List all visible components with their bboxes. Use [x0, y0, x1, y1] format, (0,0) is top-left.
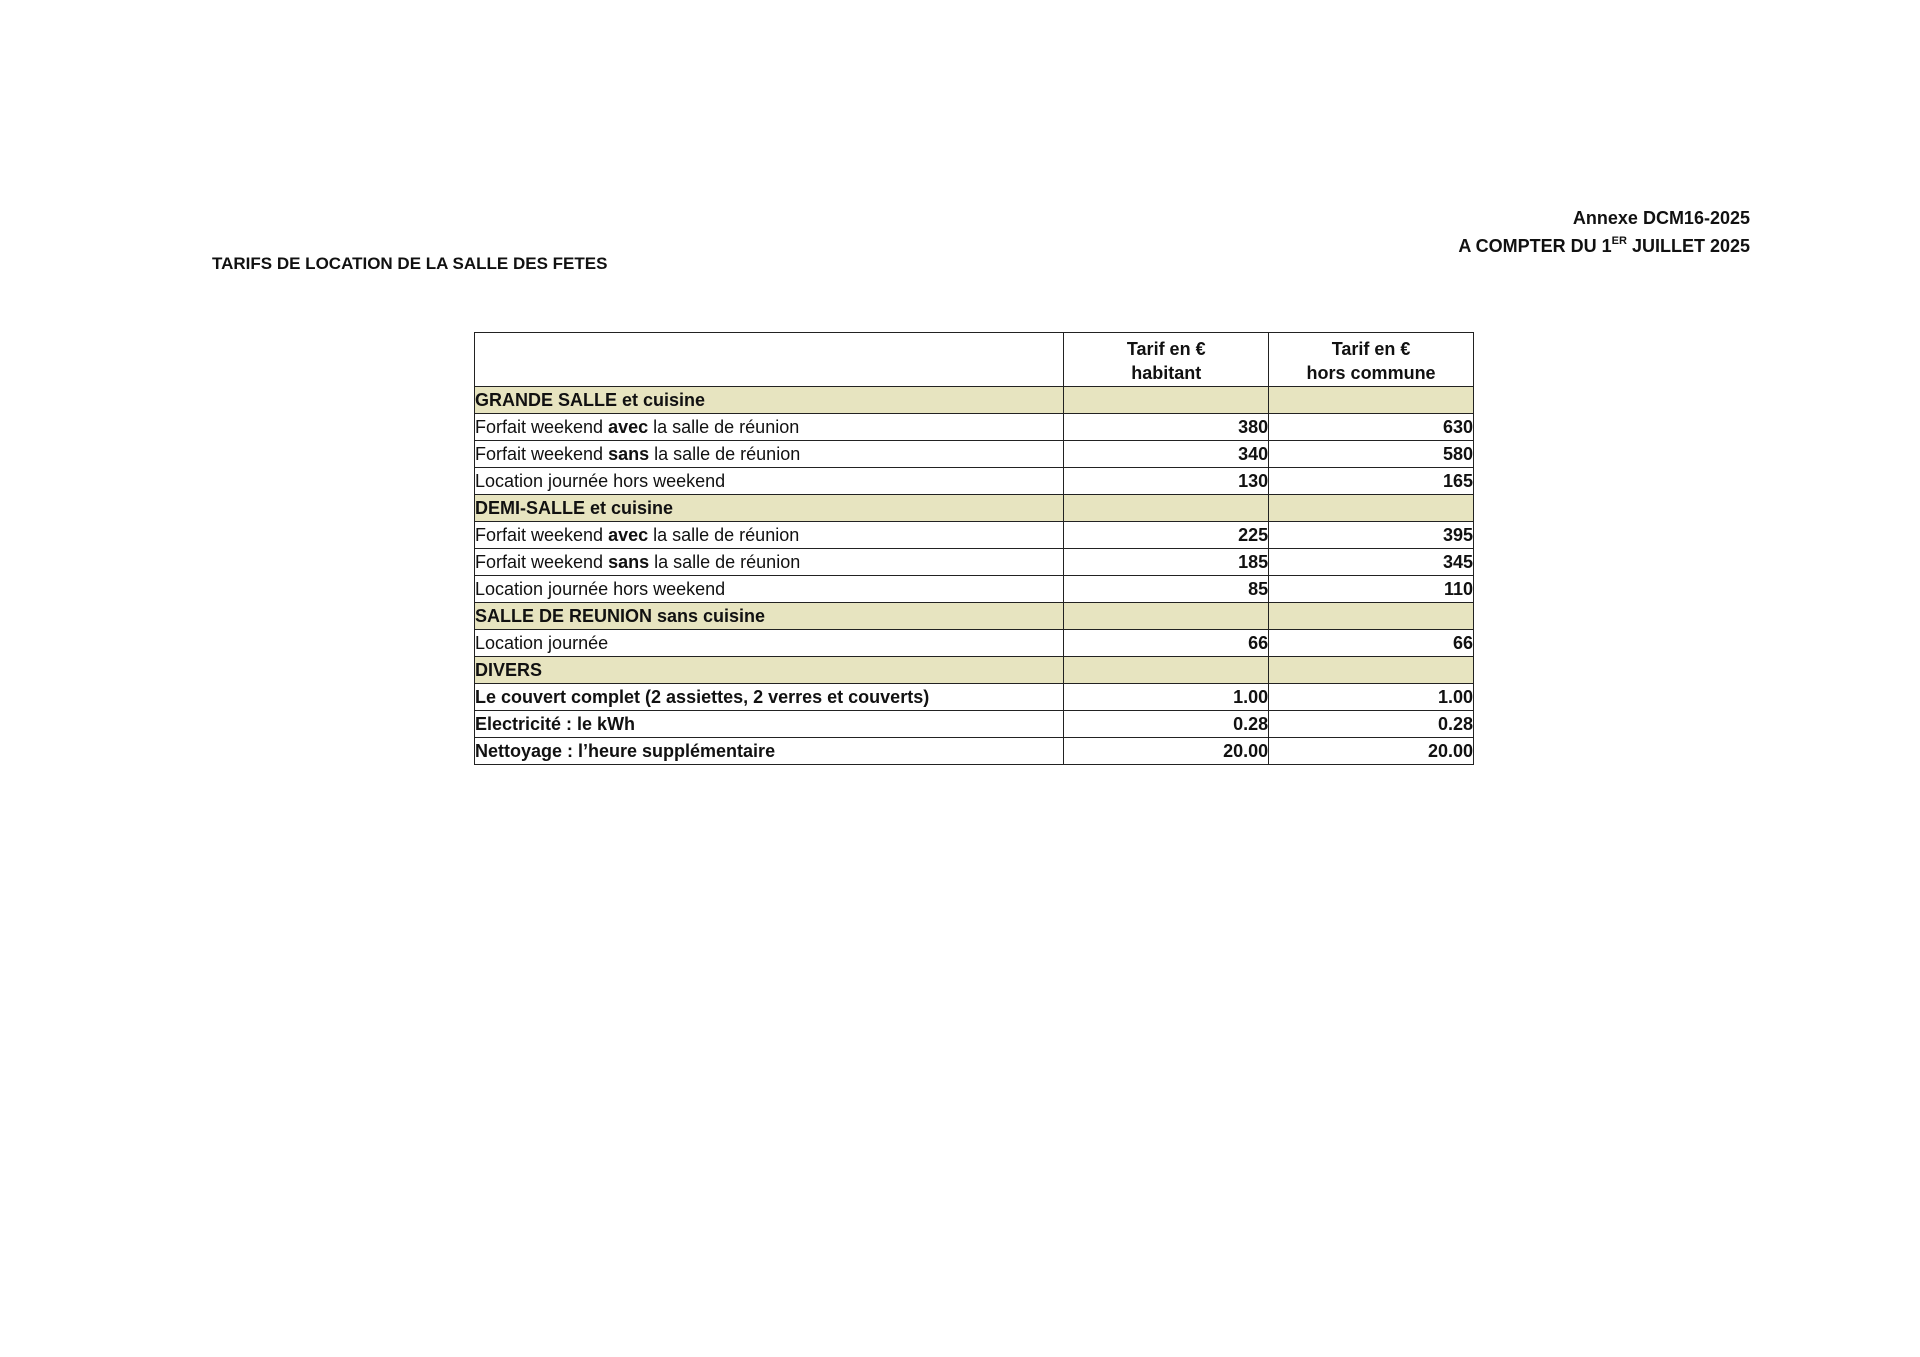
section-empty-cell	[1064, 495, 1269, 522]
column-header-habitant-line2: habitant	[1131, 363, 1202, 383]
table-row	[475, 468, 1474, 495]
section-empty-cell	[1269, 387, 1474, 414]
price-habitant: 66	[1064, 630, 1269, 657]
price-habitant: 185	[1064, 549, 1269, 576]
tarifs-table	[474, 332, 1474, 765]
price-hors-commune: 110	[1269, 576, 1474, 603]
section-empty-cell	[1064, 387, 1269, 414]
row-label-text: la salle de réunion	[649, 551, 801, 572]
table-row	[475, 684, 1474, 711]
row-label-text: la salle de réunion	[648, 524, 800, 545]
row-label: Location journée hors weekend	[475, 468, 1064, 495]
table-row	[475, 441, 1474, 468]
column-header-hors-commune-line1: Tarif en €	[1331, 339, 1411, 359]
price-hors-commune: 580	[1269, 441, 1474, 468]
section-row-grande-salle	[475, 387, 1474, 414]
row-label-emphasis: sans	[608, 443, 650, 464]
row-label: Location journée hors weekend	[475, 576, 1064, 603]
effective-date-prefix: A COMPTER DU 1	[1458, 236, 1612, 256]
price-habitant: 225	[1064, 522, 1269, 549]
section-title: DIVERS	[475, 657, 1064, 684]
effective-date	[1458, 232, 1750, 260]
annexe-reference: Annexe DCM16-2025	[1572, 208, 1750, 228]
table-row	[475, 414, 1474, 441]
row-label: Location journée	[475, 630, 1064, 657]
page-title: TARIFS DE LOCATION DE LA SALLE DES FETES	[212, 254, 608, 273]
column-header-habitant-line1: Tarif en €	[1126, 339, 1206, 359]
price-habitant: 0.28	[1064, 711, 1269, 738]
row-label-text: Forfait weekend	[475, 443, 609, 464]
price-habitant: 1.00	[1064, 684, 1269, 711]
table-row	[475, 738, 1474, 765]
section-row-divers	[475, 657, 1474, 684]
column-header-hors-commune	[1269, 333, 1474, 387]
row-label-text: Forfait weekend	[475, 551, 609, 572]
section-row-demi-salle	[475, 495, 1474, 522]
section-row-salle-reunion	[475, 603, 1474, 630]
price-habitant: 380	[1064, 414, 1269, 441]
price-habitant: 85	[1064, 576, 1269, 603]
price-hors-commune: 345	[1269, 549, 1474, 576]
section-empty-cell	[1064, 603, 1269, 630]
row-label	[475, 414, 1064, 441]
table-row	[475, 522, 1474, 549]
section-empty-cell	[1064, 657, 1269, 684]
header-empty-cell	[475, 333, 1064, 387]
price-habitant: 340	[1064, 441, 1269, 468]
price-hors-commune: 165	[1269, 468, 1474, 495]
section-title: DEMI-SALLE et cuisine	[475, 495, 1064, 522]
row-label-emphasis: avec	[608, 524, 649, 545]
table-row	[475, 576, 1474, 603]
price-hors-commune: 20.00	[1269, 738, 1474, 765]
row-label-text: Forfait weekend	[475, 416, 609, 437]
document-header	[1458, 204, 1750, 260]
row-label	[475, 549, 1064, 576]
row-label: Nettoyage : l’heure supplémentaire	[475, 738, 1064, 765]
table-row	[475, 711, 1474, 738]
column-header-hors-commune-line2: hors commune	[1306, 363, 1436, 383]
row-label: Electricité : le kWh	[475, 711, 1064, 738]
row-label: Le couvert complet (2 assiettes, 2 verres et couverts)	[475, 684, 1064, 711]
effective-date-superscript: ER	[1611, 235, 1627, 247]
price-hors-commune: 1.00	[1269, 684, 1474, 711]
price-hors-commune: 0.28	[1269, 711, 1474, 738]
section-empty-cell	[1269, 495, 1474, 522]
row-label-emphasis: avec	[608, 416, 649, 437]
row-label	[475, 522, 1064, 549]
column-header-habitant	[1064, 333, 1269, 387]
row-label-text: Forfait weekend	[475, 524, 609, 545]
price-hors-commune: 66	[1269, 630, 1474, 657]
price-hors-commune: 395	[1269, 522, 1474, 549]
row-label-text: la salle de réunion	[648, 416, 800, 437]
effective-date-suffix: JUILLET 2025	[1626, 236, 1750, 256]
section-empty-cell	[1269, 657, 1474, 684]
section-title: GRANDE SALLE et cuisine	[475, 387, 1064, 414]
price-hors-commune: 630	[1269, 414, 1474, 441]
table-row	[475, 549, 1474, 576]
table-row	[475, 630, 1474, 657]
row-label-text: la salle de réunion	[649, 443, 801, 464]
section-title: SALLE DE REUNION sans cuisine	[475, 603, 1064, 630]
table-header-row	[475, 333, 1474, 387]
row-label	[475, 441, 1064, 468]
price-habitant: 20.00	[1064, 738, 1269, 765]
section-empty-cell	[1269, 603, 1474, 630]
price-habitant: 130	[1064, 468, 1269, 495]
row-label-emphasis: sans	[608, 551, 650, 572]
